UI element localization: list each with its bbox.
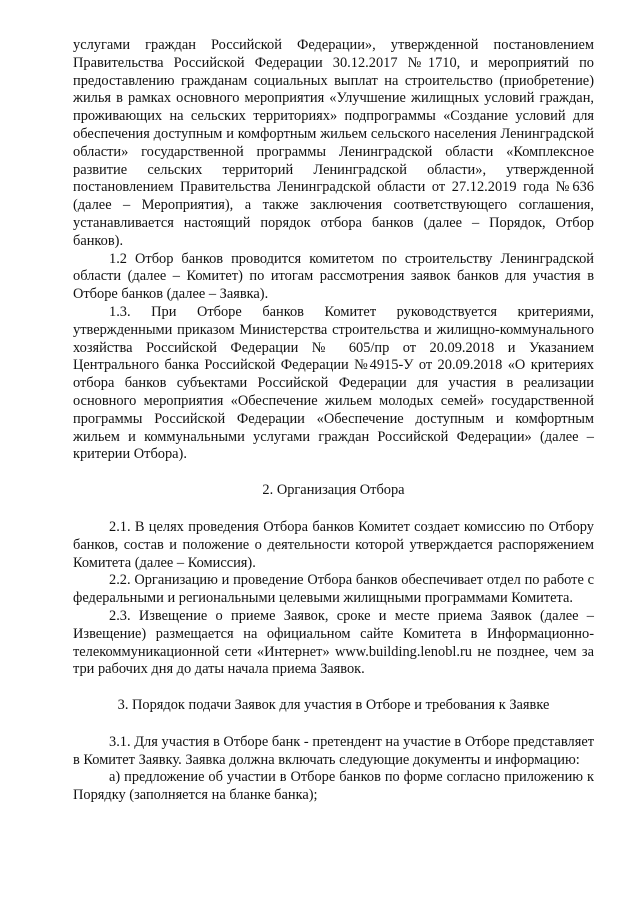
section-3-heading: 3. Порядок подачи Заявок для участия в Отборе и требования к Заявке [117, 697, 550, 714]
paragraph-3-1-a: а) предложение об участии в Отборе банков по форме согласно приложению к Порядку (заполняется на бланке банка); [73, 769, 594, 804]
paragraph-2-2: 2.2. Организацию и проведение Отбора банков обеспечивает отдел по работе с федеральными и региональными целевыми жилищными программами Комитета. [73, 572, 594, 607]
paragraph-1-3: 1.3. При Отборе банков Комитет руководствуется критериями, утвержденными приказом Министерства строительства и жилищно-коммунального хозяйства Российской Федерации № 605/пр от 20.09.2018 и Указанием Центрального банка Российской Федерации №4915-У от 20.09.2018 «О критериях отбора банков субъектами Российской Федерации для участия в реализации основного мероприятия «Обеспечение жильем молодых семей» государственной программы Российской Федерации «Обеспечение доступным и комфортным жильем и коммунальными услугами граждан Российской Федерации» (далее – критерии Отбора). [73, 303, 594, 463]
paragraph-3-1: 3.1. Для участия в Отборе банк - претендент на участие в Отборе представляет в Комитет Заявку. Заявка должна включать следующие документы и информацию: [73, 733, 594, 768]
paragraph-2-3: 2.3. Извещение о приеме Заявок, сроке и месте приема Заявок (далее – Извещение) размещается на официальном сайте Комитета в Информационно-телекоммуникационной сети «Интернет» www.building.lenobl.ru не позднее, чем за три рабочих дня до даты начала приема Заявок. [73, 607, 594, 678]
section-2-heading: 2. Организация Отбора [262, 482, 405, 499]
paragraph-1-2: 1.2 Отбор банков проводится комитетом по строительству Ленинградской области (далее – Комитет) по итогам рассмотрения заявок банков для участия в Отборе банков (далее – Заявка). [73, 250, 594, 303]
paragraph-2-1: 2.1. В целях проведения Отбора банков Комитет создает комиссию по Отбору банков, состав и положение о деятельности которой утверждается распоряжением Комитета (далее – Комиссия). [73, 518, 594, 571]
paragraph-intro-continuation: услугами граждан Российской Федерации», утвержденной постановлением Правительства Российской Федерации 30.12.2017 №1710, и мероприятий по предоставлению гражданам социальных выплат на строительство (приобретение) жилья в рамках основного мероприятия «Улучшение жилищных условий граждан, проживающих на сельских территориях» подпрограммы «Создание условий для обеспечения доступным и комфортным жильем сельского населения Ленинградской области» государственной программы Ленинградской области «Комплексное развитие сельских территорий Ленинградской области», утвержденной постановлением Правительства Ленинградской области от 27.12.2019 года №636 (далее – Мероприятия), а также заключения соответствующего соглашения, устанавливается настоящий порядок отбора банков (далее – Порядок, Отбор банков). [73, 37, 594, 249]
